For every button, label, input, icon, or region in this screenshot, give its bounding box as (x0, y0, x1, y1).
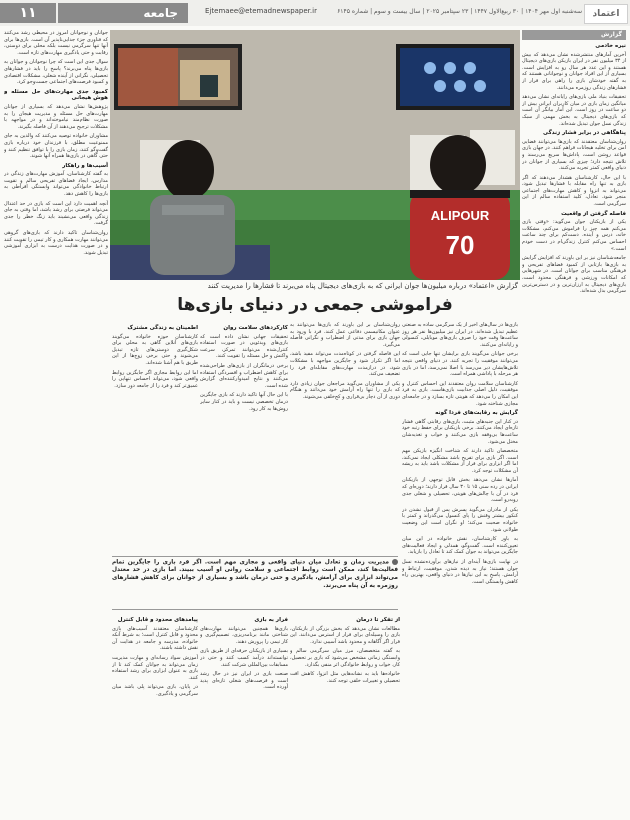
paragraph: صنعت بازی در ایران نیز در حال رشد است و فرصت‌های شغلی تازه‌ای پدید آورده است. (200, 671, 288, 691)
column-left (4, 30, 108, 815)
paragraph: مطالعات نشان می‌دهد که بخش بزرگی از بازیکنان، بازی را وسیله‌ای برای فرار از استرس می‌دانند. این فرار اگر آگاهانه و محدود باشد آسیبی ندارد. (290, 625, 400, 645)
subheading: کمبود جدی مهارت‌های حل مسئله و هوش هیجانی (4, 88, 108, 102)
paragraph: آنچه اهمیت دارد این است که بازی در حد اعتدال می‌تواند فرصتی برای رشد باشد، اما وقتی به جای زندگی واقعی می‌نشیند باید زنگ خطر را جدی گرفت. (4, 200, 108, 227)
jersey-number: 70 (445, 230, 475, 260)
section-label: جامعه (58, 3, 188, 23)
subheading: گرایش به رقابت‌های فردا گونه (435, 410, 518, 417)
newspaper-logo: اعتماد (584, 4, 628, 24)
paragraph: آخرین آمارهای منتشرشده نشان می‌دهد که بیش از ۳۴ میلیون نفر در ایران بازیکن بازی‌های دیجیتال هستند و این عدد هر سال رو به افزایش است. بسیاری از این افراد جوانان و نوجوانانی هستند که به گفته خودشان بازی را راهی برای فرار از فشارهای زندگی روزمره می‌دانند. (522, 51, 626, 91)
subheading: فرار به بازی (254, 617, 288, 623)
paragraph: تحقیقات بنیاد ملی بازی‌های رایانه‌ای نشان می‌دهد میانگین زمان بازی در میان کاربران ایرانی بیش از دو ساعت در روز است. این آمار بیانگر آن است که بازی‌های دیجیتال به بخش مهمی از سبک زندگی نسل جوان تبدیل شده‌اند. (522, 94, 626, 127)
paragraph: مشاوران خانواده توصیه می‌کنند که والدین به جای ممنوعیت مطلق، با فرزندان خود درباره بازی گفت‌وگو کنند، زمان بازی را با توافق تنظیم کنند و حتی گاهی در بازی‌ها همراه آنها شوند. (4, 133, 108, 160)
page-header (0, 0, 630, 26)
paragraph: یکی از مشاوران می‌گوید مراجعان جوان زیادی دارد که بازی را تنها راه آرامش خود می‌دانند و هنگام دوری از آن دچار بی‌قراری و کج‌خلقی می‌شوند. (290, 380, 400, 400)
paragraph: در نهایت بازی‌ها آینه‌ای از نیازهای برآورده‌نشده نسل جوان هستند؛ نیاز به دیده شدن، موفقیت، ارتباط و آرامش. پاسخ به این نیازها در دنیای واقعی، بهترین راه کاهش وابستگی است. (402, 559, 518, 585)
subheading: آسیب‌ها و راهکار (62, 162, 108, 169)
paragraph: یکی از بازیکنان جوان می‌گوید: «وقتی بازی می‌کنم همه چیز را فراموش می‌کنم، مشکلات خانه، درس و آینده. دست‌کم برای چند ساعت احساس می‌کنم کنترل زندگی‌ام در دست خودم است.» (522, 219, 626, 252)
subheading: پیامدهای محدود و قابل کنترل (117, 617, 198, 623)
pull-quote (112, 556, 398, 610)
headline: فراموشی جمعی در دنیای بازی‌ها (177, 295, 453, 315)
column-inner-5 (290, 614, 400, 815)
column-inner-7 (112, 614, 198, 815)
paragraph: بازی‌ها همچنین می‌توانند مهارت‌های شناختی مانند برنامه‌ریزی، تصمیم‌گیری و کار تیمی را پرورش دهند. (200, 625, 288, 645)
paragraph: این فاصله گرفتن در کوتاه‌مدت می‌تواند مفید باشد، اما اگر تکرار شود و جایگزین مواجهه با مشکلات شود، در درازمدت مهارت‌های مقابله‌ای فرد را تضعیف می‌کند. (290, 351, 400, 378)
paragraph: روان‌شناسان تاکید دارند که بازی‌های گروهی می‌توانند مهارت همکاری و کار تیمی را تقویت کنند و در صورت هدایت درست به ابزاری آموزشی تبدیل شوند. (4, 230, 108, 256)
paragraph: اما این روابط مجازی اگر جایگزین روابط واقعی شود، می‌تواند احساس تنهایی را عمیق‌تر کند و فرد را از جامعه دور سازد. (112, 369, 198, 389)
article-photo (110, 30, 520, 280)
paragraph: در کنار این جنبه‌های مثبت، بازی‌های رقابتی گاهی فشار تازه‌ای ایجاد می‌کنند. برخی بازیکنان برای حفظ رتبه خود ساعت‌ها بی‌وقفه بازی می‌کنند و خواب و تغذیه‌شان مختل می‌شود. (402, 418, 518, 445)
column-inner-6 (200, 614, 288, 815)
paragraph: پژوهش‌ها نشان می‌دهد که بسیاری از جوانان مهارت‌های حل مسئله و مدیریت هیجان را به صورت نظام‌مند نیاموخته‌اند و در مواجهه با مشکلات ترجیح می‌دهند از آن فاصله بگیرند. (4, 103, 108, 130)
section-tag: گزارش (522, 30, 626, 40)
subheading: اطمینان به زندگی مشترک (127, 325, 198, 331)
paragraph: در پایان، بازی می‌تواند پلی باشد میان سرگرمی و یادگیری. (112, 684, 198, 697)
paragraph: برخی درمانگران از بازی‌های طراحی‌شده برای کاهش اضطراب و افسردگی استفاده می‌کنند و نتایج امیدوارکننده‌ای گزارش شده است. (200, 362, 288, 389)
subheading: فاصله گرفتن از واقعیت (561, 210, 626, 217)
paragraph: جوانان و نوجوانان امروز در محیطی رشد می‌کنند که فناوری جزء جدایی‌ناپذیر آن است. بازی‌ها برای آنها تنها سرگرمی نیست بلکه محلی برای دوستی، رقابت و حتی یادگیری مهارت‌های تازه است. (4, 30, 108, 56)
subheading: کارکردهای سلامت روان (223, 325, 288, 331)
paragraph: سوال جدی این است که چرا نوجوانان و جوانان به بازی‌ها پناه می‌برند؟ پاسخ را باید در فشارهای تحصیلی، نگرانی از آینده شغلی، مشکلات اقتصادی و کمبود فرصت‌های اجتماعی جست‌وجو کرد. (4, 59, 108, 86)
paragraph: آموزش سواد رسانه‌ای و مهارت مدیریت زمان می‌تواند به جوانان کمک کند تا از بازی به عنوان ابزاری برای رشد استفاده کنند. (112, 654, 198, 681)
byline: نیره خادمی (595, 43, 626, 49)
subheading: از تفکر تا درمان (356, 617, 400, 623)
kicker: گزارش «اعتماد» درباره میلیون‌ها جوان ایرانی که به بازی‌های دیجیتال پناه می‌برند تا فشارها را مدیریت کنند (207, 282, 518, 290)
subheading: پناهگاهی در برابر فشار زندگی (543, 130, 626, 137)
paragraph: کارشناسان سلامت روان معتقدند این احساس کنترل و موفقیت، دلیل اصلی جذابیت بازی‌هاست. بازی به فرد این امکان را می‌دهد که هویتی تازه بسازد و در جامعه‌ای مجازی شناخته شود. (402, 380, 518, 407)
dateline: سه‌شنبه اول مهر ۱۴۰۴ | ۳۰ ربیع‌الاول ۱۴۴۷ | ۲۳ سپتامبر ۲۰۲۵ | سال بیست و سوم | شماره ۶۱۴۵ (337, 8, 582, 15)
paragraph: بسیاری از بازیکنان حرفه‌ای از طریق بازی توانسته‌اند درآمد کسب کنند و حتی در مسابقات بین‌المللی شرکت کنند. (200, 648, 288, 668)
paragraph: متخصصان تاکید دارند که شناخت انگیزه بازیکن مهم است. اگر بازی برای تفریح باشد مشکلی ایجاد نمی‌کند، اما اگر ابزاری برای فرار از مشکلات باشد باید به ریشه آن مشکلات توجه کرد. (402, 448, 518, 474)
paragraph: به گفته متخصصان، مرز میان سرگرمی سالم و وابستگی زمانی مشخص می‌شود که بازی بر تحصیل، کار، خواب و روابط خانوادگی اثر منفی بگذارد. (290, 648, 400, 668)
paragraph: با این حال آنها تاکید دارند که بازی جایگزین درمان تخصصی نیست و باید در کنار سایر روش‌ها به کار رود. (200, 392, 288, 412)
page-number: ۱۱ (0, 3, 56, 23)
paragraph: تحقیقات جهانی نشان داده است که بازی‌های ویدئویی در صورت استفاده کنترل‌شده می‌توانند تمرکز، سرعت واکنش و حل مسئله را تقویت کنند. (200, 333, 288, 360)
paragraph: با این حال، کارشناسان هشدار می‌دهند که اگر بازی به تنها راه مقابله با فشارها تبدیل شود، می‌تواند به انزوا و کاهش مهارت‌های اجتماعی منجر شود. تعادل، کلید استفاده سالم از این سرگرمی است. (522, 174, 626, 208)
paragraph: کارشناسان حوزه خانواده می‌گویند بازی‌های آنلاین گاهی به محلی برای شکل‌گیری دوستی‌های تازه تبدیل می‌شوند و حتی برخی زوج‌ها از این طریق با هم آشنا شده‌اند. (112, 333, 198, 366)
paragraph: روان‌شناسان بر این باورند که بازی‌ها می‌توانند به عنوان مکانیسمی دفاعی عمل کنند. فرد با ورود به جهان بازی برای مدتی از اضطراب و نگرانی فاصله می‌گیرد. (290, 322, 400, 348)
paragraph: خانواده‌ها باید به نشانه‌هایی مثل انزوا، کاهش افت تحصیلی و تغییرات خلقی توجه کنند. (290, 671, 400, 684)
section-email: Ejtemaee@etemadnewspaper.ir (205, 7, 317, 15)
quote-icon (392, 559, 398, 565)
column-inner-2 (290, 322, 400, 553)
paragraph: به باور کارشناسان، نقش خانواده در این میان تعیین‌کننده است. گفت‌وگو، همدلی و ایجاد فعالیت‌های جایگزین می‌تواند به جوان کمک کند تا تعادل را بازیابد. (402, 536, 518, 556)
column-right (522, 30, 626, 815)
paragraph: بازی‌ها در سال‌های اخیر از یک سرگرمی ساده به صنعتی عظیم تبدیل شده‌اند. در ایران نیز میلیون‌ها نفر هر روز ساعت‌ها وقت خود را صرف بازی‌های موبایلی، کنسولی و رایانه‌ای می‌کنند. (402, 322, 518, 348)
paragraph: یکی از مادران می‌گوید پسرش پس از قبول نشدن در کنکور بیشتر وقتش را پای کنسول می‌گذراند و کمتر با خانواده صحبت می‌کند؛ او نگران است این وضعیت طولانی شود. (402, 506, 518, 533)
jersey-name: ALIPOUR (430, 208, 490, 223)
photo-illustration (110, 30, 520, 280)
paragraph: برخی جوانان می‌گویند بازی برایشان تنها جایی است که می‌توانند موفقیت را تجربه کنند. در دنیای واقعی نتیجه تلاش‌هایشان دیر می‌رسد یا اصلا نمی‌رسد، اما در بازی هر مرحله با پاداشی همراه است. (402, 351, 518, 378)
paragraph: به گفته کارشناسان، آموزش مهارت‌های زندگی در مدارس، ایجاد فضاهای تفریحی سالم و تقویت ارتباط خانوادگی می‌تواند وابستگی افراطی به بازی‌ها را کاهش دهد. (4, 171, 108, 198)
paragraph: آمارها نشان می‌دهد بخش قابل توجهی از بازیکنان ایرانی در رده سنی ۱۵ تا ۳۰ سال قرار دارند؛ دوره‌ای که فرد در آن با چالش‌های هویتی، تحصیلی و شغلی جدی روبه‌رو است. (402, 477, 518, 504)
paragraph: کارشناسان معتقدند آسیب‌های بازی محدود و قابل کنترل است؛ به شرط آنکه خانواده، مدرسه و جامعه در هدایت آن نقش داشته باشند. (112, 625, 198, 652)
column-inner-4 (112, 322, 198, 553)
column-inner-3 (200, 322, 288, 553)
paragraph: جامعه‌شناسان نیز بر این باورند که افزایش گرایش به بازی‌ها بازتابی از کمبود فضاهای تفریحی و فرهنگی مناسب برای جوانان است. در شهرهایی که امکانات ورزشی و فرهنگی محدود است، بازی‌های دیجیتال به ارزان‌ترین و در دسترس‌ترین سرگرمی بدل شده‌اند. (522, 255, 626, 295)
paragraph: روان‌شناسان معتقدند که بازی‌ها می‌توانند فضایی امن برای تخلیه هیجانات فراهم کنند. در جهان بازی قواعد روشن است، پاداش‌ها سریع می‌رسند و تلاش نتیجه دارد؛ چیزی که بسیاری از جوانان در دنیای واقعی کمتر تجربه می‌کنند. (522, 138, 626, 172)
pull-quote-text: مدیریت زمان و تعادل میان دنیای واقعی و مجازی مهم است. اگر فرد بازی را جایگزین تمام فعالیت‌ها کند، ممکن است روابط اجتماعی و سلامت روانی او آسیب ببیند. اما بازی در حد معتدل می‌تواند ابزاری برای آرامش، یادگیری و حتی درمان باشد و بسیاری از جوانان برای کاهش فشارهای روزمره به آن پناه می‌برند. (112, 559, 398, 589)
column-inner-1 (402, 322, 518, 815)
